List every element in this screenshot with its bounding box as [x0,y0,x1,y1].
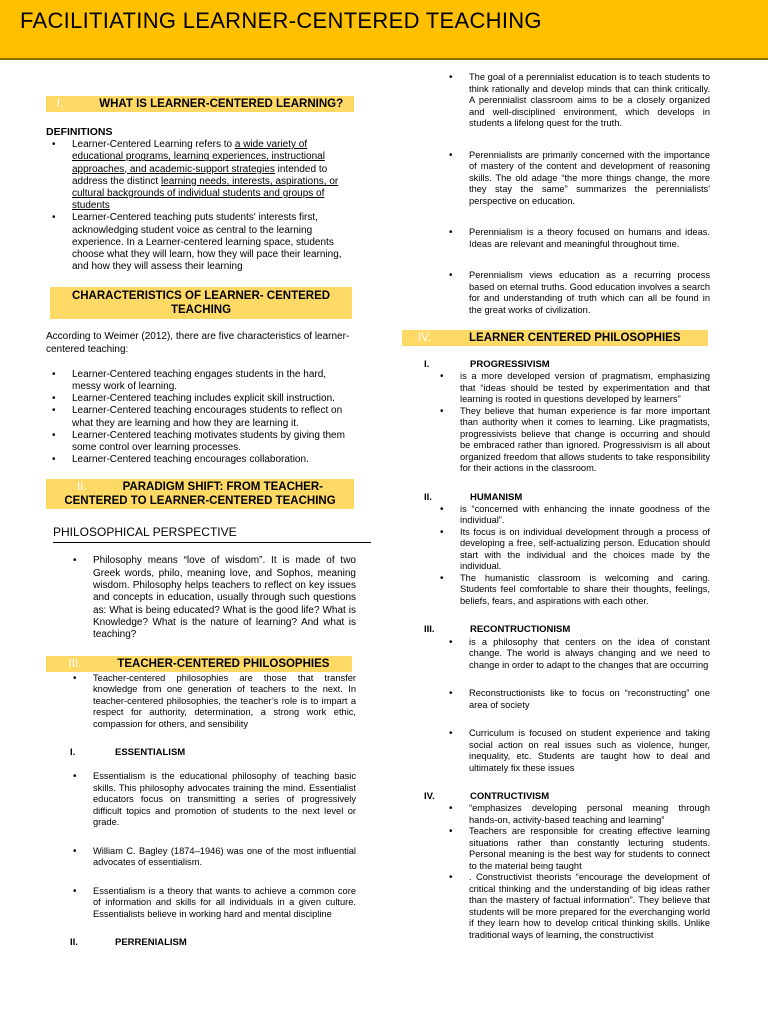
list-item: • Curriculum is focused on student experience and taking social action on real issues such as violence, hunger, inequality, etc. Students are taught how to deal and ultimately fix these issues [469,728,710,774]
list-item: • Essentialism is the educational philosophy of teaching basic skills. This philosophy advocates training the mind. Essentialist educators focus on transmitting a series of progressively difficult topics and promotion of students to the next level or grade. [93,771,356,829]
list-item: • Learner-Centered teaching motivates students by giving them some control over learning processes. [72,430,356,454]
list-item: • Its focus is on individual development through a process of developing a free, self-actualizing person. Education should start with the individual and the choices made by the individual. [460,527,710,573]
reconstructionism-heading [424,624,710,636]
list-item: • Perennialism views education as a recurring process based on eternal truths. Good education involves a search for and understanding of truth which can all be found in the great works of civilization. [469,270,710,316]
sub-title: HUMANISM [470,491,523,503]
left-column [46,96,356,949]
teacher-centered-list [46,673,356,731]
list-item: • Perennialists are primarily concerned with the importance of mastery of the content and development of reasoning skills. The old adage “the more things change, the more they stay the same” summarizes the perennialists' perspective on education. [469,150,710,208]
definitions-label: DEFINITIONS [46,126,113,138]
sub-title: RECONTRUCTIONISM [470,624,571,636]
section-number: II. [77,481,87,494]
list-item: • Perennialism is a theory focused on humans and ideas. Ideas are relevant and meaningful throughout time. [469,227,710,250]
list-item: • Learner-Centered teaching includes explicit skill instruction. [72,393,356,405]
list-item: • Teachers are responsible for creating effective learning situations rather than constantly lecturing students. Personal meaning is the best way for students to connect to the material being taught [469,826,710,872]
perennialism-list [402,72,710,316]
philosophical-perspective-heading [53,523,371,543]
list-item: • is “concerned with enhancing the innate goodness of the individual”. [460,504,710,527]
section-title: LEARNER CENTERED PHILOSOPHIES [469,332,681,344]
sub-number: II. [70,937,78,949]
characteristics-list [46,369,356,467]
section-title: PARADIGM SHIFT: FROM TEACHER-CENTERED TO LEARNER-CENTERED TEACHING [64,481,336,508]
definitions-list [46,139,356,273]
heading-text: PHILOSOPHICAL PERSPECTIVE [53,525,237,540]
section-number: I. [56,98,64,110]
contructivism-heading [424,791,710,803]
section-title: TEACHER-CENTERED PHILOSOPHIES [117,657,330,670]
sub-number: II. [424,491,432,503]
sub-title: PERRENIALISM [115,937,187,949]
learner-centered-heading [402,330,708,346]
sub-title: ESSENTIALISM [115,747,186,759]
list-item: • Philosophy means “love of wisdom”. It is made of two Greek words, philo, meaning love, and Sophos, meaning wisdom. Philosophy helps teachers to reflect on key issues and concepts in education, usually through such questions as: What is being educated? What is the good life? What is Knowledge? What is the nature of learning? And what is teaching? [93,555,356,641]
list-item: • Reconstructionists like to focus on “reconstructing” one area of society [469,688,710,711]
list-item: • The humanistic classroom is welcoming and caring. Students feel comfortable to share their thoughts, feelings, beliefs, fears, and aspirations with each other. [460,573,710,608]
paradigm-shift-heading [46,479,354,509]
list-item: • . Constructivist theorists “encourage the development of critical thinking and the understanding of big ideas rather than the mastery of factual information”. They believe that students will be more prepared for the everchanging world if they learn how to develop critical thinking skills. Unlike traditional ways of learning, the constructivist [469,872,710,941]
sub-title: CONTRUCTIVISM [470,791,550,803]
humanism-heading [424,492,710,504]
def-underlined: a wide variety of educational programs, learning experiences, instructional approaches, and academic-support strategies [72,139,325,175]
contructivism-list [402,803,710,941]
philosophy-list [46,555,356,641]
perrenialism-heading [70,937,356,949]
reconstructionism-list [402,637,710,775]
definition-item: • Learner-Centered teaching puts students' interests first, acknowledging student voice as central to the learning experience. In a Learner-centered learning space, students choose what they will learn, how they will pace their learning, and how they will assess their learning [72,212,356,273]
list-item: • Learner-Centered teaching engages students in the hard, messy work of learning. [72,369,356,393]
list-item: • The goal of a perennialist education is to teach students to think rationally and develop minds that can think critically. A perennialist classroom aims to be a closely organized and well-disciplined environment, which develops in students a lifelong quest for the truth. [469,72,710,130]
list-item: • is a philosophy that centers on the idea of constant change. The world is always changing and we need to change in order to adapt to the changes that are occurring [469,637,710,672]
essentialism-list [46,771,356,920]
humanism-list [402,504,710,608]
sub-number: I. [424,359,430,370]
sub-number: I. [70,747,76,759]
essentialism-heading [70,747,356,759]
def-text: intended to address the distinct [72,163,328,187]
def-underlined: learning needs, interests, aspirations, or cultural backgrounds of individual students and groups of students [72,175,339,212]
list-item: • Essentialism is a theory that wants to achieve a common core of information and skills for all individuals in a given culture. Essentialists believe in working hard and mental discipline [93,886,356,921]
list-item: • William C. Bagley (1874–1946) was one of the most influential advocates of essentialism. [93,846,356,869]
sub-title: PROGRESSIVISM [470,359,550,370]
sub-number: III. [424,624,435,636]
sub-number: IV. [424,791,435,803]
progressivism-heading [424,359,710,371]
list-item: • They believe that human experience is far more important than authority when it comes to learning. Like pragmatists, progressivists believe that change is occurring and should be embraced rather than ignored. Progressivism is all about organized freedom that allows students to take responsibility for their actions in the classroom. [460,406,710,475]
characteristics-heading: CHARACTERISTICS OF LEARNER- CENTERED TEACHING [50,287,352,319]
right-column [402,72,710,941]
def-text: Learner-Centered Learning refers to [72,139,235,151]
page-title: FACILITIATING LEARNER-CENTERED TEACHING [20,8,542,33]
list-item: • is a more developed version of pragmatism, emphasizing that “ideas should be tested by experimentation and that learning is rooted in questions developed by learners” [460,371,710,406]
section-title: WHAT IS LEARNER-CENTERED LEARNING? [99,98,344,110]
list-item: • Teacher-centered philosophies are those that transfer knowledge from one generation of teachers to the next. In teacher-centered philosophies, the teacher’s role is to impart a respect for authority, determination, a strong work ethic, compassion for others, and sensibility [93,673,356,731]
weimer-intro: According to Weimer (2012), there are five characteristics of learner- centered teaching: [46,331,350,355]
list-item: • Learner-Centered teaching encourages collaboration. [72,454,356,466]
section-number: IV. [418,332,432,344]
section-number: III. [68,657,82,670]
title-banner [0,0,768,60]
teacher-centered-heading [46,656,352,672]
progressivism-list [402,371,710,475]
list-item: • Learner-Centered teaching encourages students to reflect on what they are learning and how they are learning it. [72,405,356,429]
section-heading-what-is [46,96,354,112]
definition-item [72,139,356,212]
list-item: • “emphasizes developing personal meaning through hands-on, activity-based teaching and learning” [469,803,710,826]
